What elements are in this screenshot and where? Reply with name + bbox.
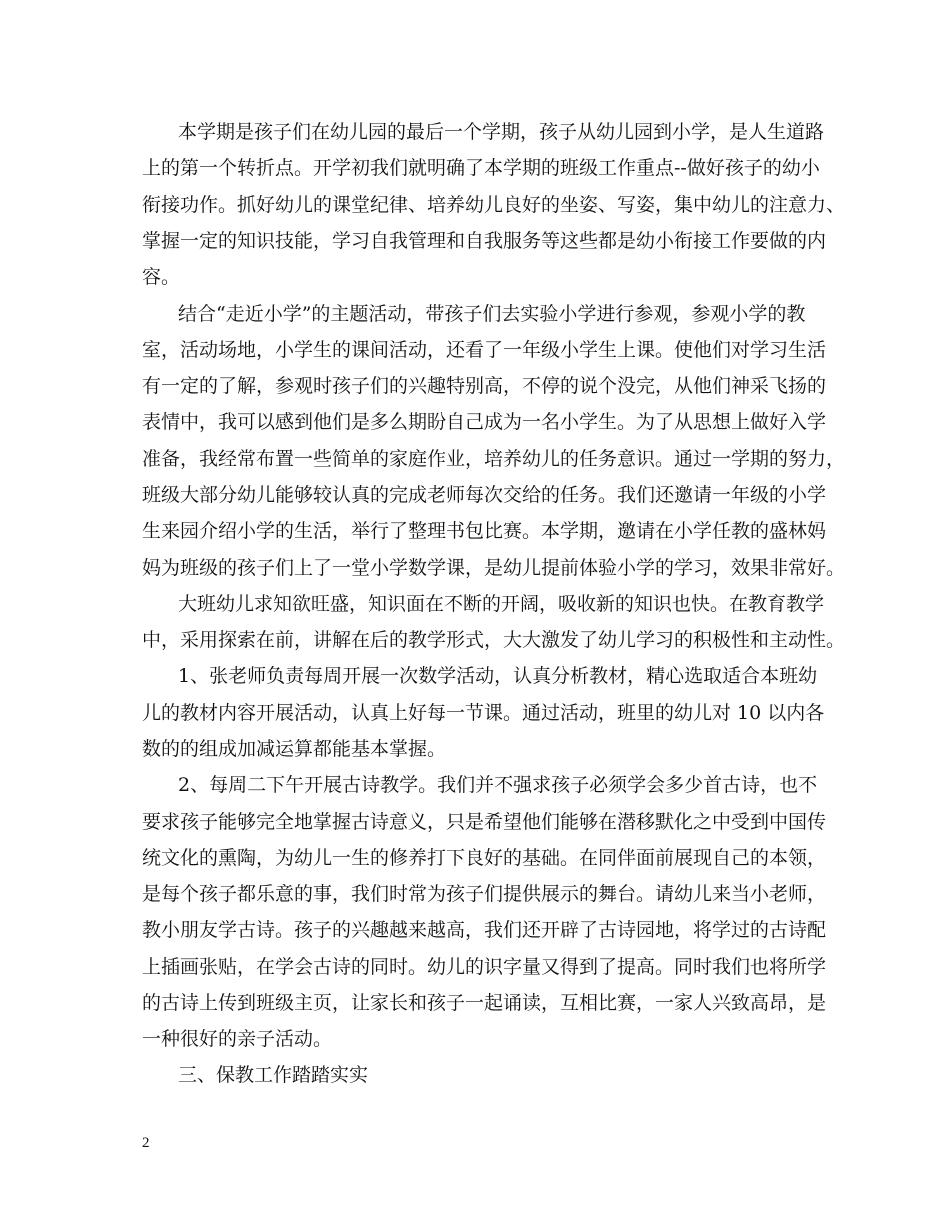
text-line: 容。 xyxy=(142,266,181,288)
text-line: 中，采用探索在前，讲解在后的教学形式，大大激发了幼儿学习的积极性和主动性。 xyxy=(142,629,846,651)
text-line: 室，活动场地，小学生的课间活动，还看了一年级小学生上课。使他们对学习生活 xyxy=(142,339,827,361)
text-line: 1、张老师负责每周开展一次数学活动，认真分析教材，精心选取适合本班幼 xyxy=(178,665,818,687)
text-line: 儿的教材内容开展活动，认真上好每一节课。通过活动，班里的幼儿对 10 以内各 xyxy=(142,702,825,724)
text-line: 有一定的了解，参观时孩子们的兴趣特别高，不停的说个没完，从他们神采飞扬的 xyxy=(142,375,827,397)
text-line: 是每个孩子都乐意的事，我们时常为孩子们提供展示的舞台。请幼儿来当小老师， xyxy=(142,883,827,905)
text-line: 上的第一个转折点。开学初我们就明确了本学期的班级工作重点--做好孩子的幼小 xyxy=(142,157,820,179)
text-line: 本学期是孩子们在幼儿园的最后一个学期，孩子从幼儿园到小学，是人生道路 xyxy=(178,121,825,143)
text-line: 的古诗上传到班级主页，让家长和孩子一起诵读，互相比赛，一家人兴致高昂，是 xyxy=(142,992,827,1014)
text-line: 掌握一定的知识技能，学习自我管理和自我服务等这些都是幼小衔接工作要做的内 xyxy=(142,230,827,252)
text-line: 教小朋友学古诗。孩子的兴趣越来越高，我们还开辟了古诗园地，将学过的古诗配 xyxy=(142,919,827,941)
text-line: 上插画张贴，在学会古诗的同时。幼儿的识字量又得到了提高。同时我们也将所学 xyxy=(142,956,827,978)
text-line: 要求孩子能够完全地掌握古诗意义，只是希望他们能够在潜移默化之中受到中国传 xyxy=(142,811,827,833)
text-line: 班级大部分幼儿能够较认真的完成老师每次交给的任务。我们还邀请一年级的小学 xyxy=(142,484,827,506)
page-number: 2 xyxy=(142,1135,150,1151)
text-line: 2、每周二下午开展古诗教学。我们并不强求孩子必须学会多少首古诗，也不 xyxy=(178,774,818,796)
text-line: 表情中，我可以感到他们是多么期盼自己成为一名小学生。为了从思想上做好入学 xyxy=(142,411,827,433)
text-line: 生来园介绍小学的生活，举行了整理书包比赛。本学期，邀请在小学任教的盛林妈 xyxy=(142,520,827,542)
text-line: 结合“走近小学”的主题活动，带孩子们去实验小学进行参观，参观小学的教 xyxy=(178,303,806,325)
text-line: 准备，我经常布置一些简单的家庭作业，培养幼儿的任务意识。通过一学期的努力， xyxy=(142,448,846,470)
section-heading: 三、保教工作踏踏实实 xyxy=(178,1064,369,1086)
text-line: 数的的组成加减运算都能基本掌握。 xyxy=(142,738,447,760)
text-line: 统文化的熏陶，为幼儿一生的修养打下良好的基础。在同伴面前展现自己的本领， xyxy=(142,847,827,869)
text-line: 衔接功作。抓好幼儿的课堂纪律、培养幼儿良好的坐姿、写姿，集中幼儿的注意力、 xyxy=(142,194,846,216)
text-line: 妈为班级的孩子们上了一堂小学数学课，是幼儿提前体验小学的学习，效果非常好。 xyxy=(142,557,846,579)
text-line: 大班幼儿求知欲旺盛，知识面在不断的开阔，吸收新的知识也快。在教育教学 xyxy=(178,593,825,615)
text-line: 一种很好的亲子活动。 xyxy=(142,1028,333,1050)
